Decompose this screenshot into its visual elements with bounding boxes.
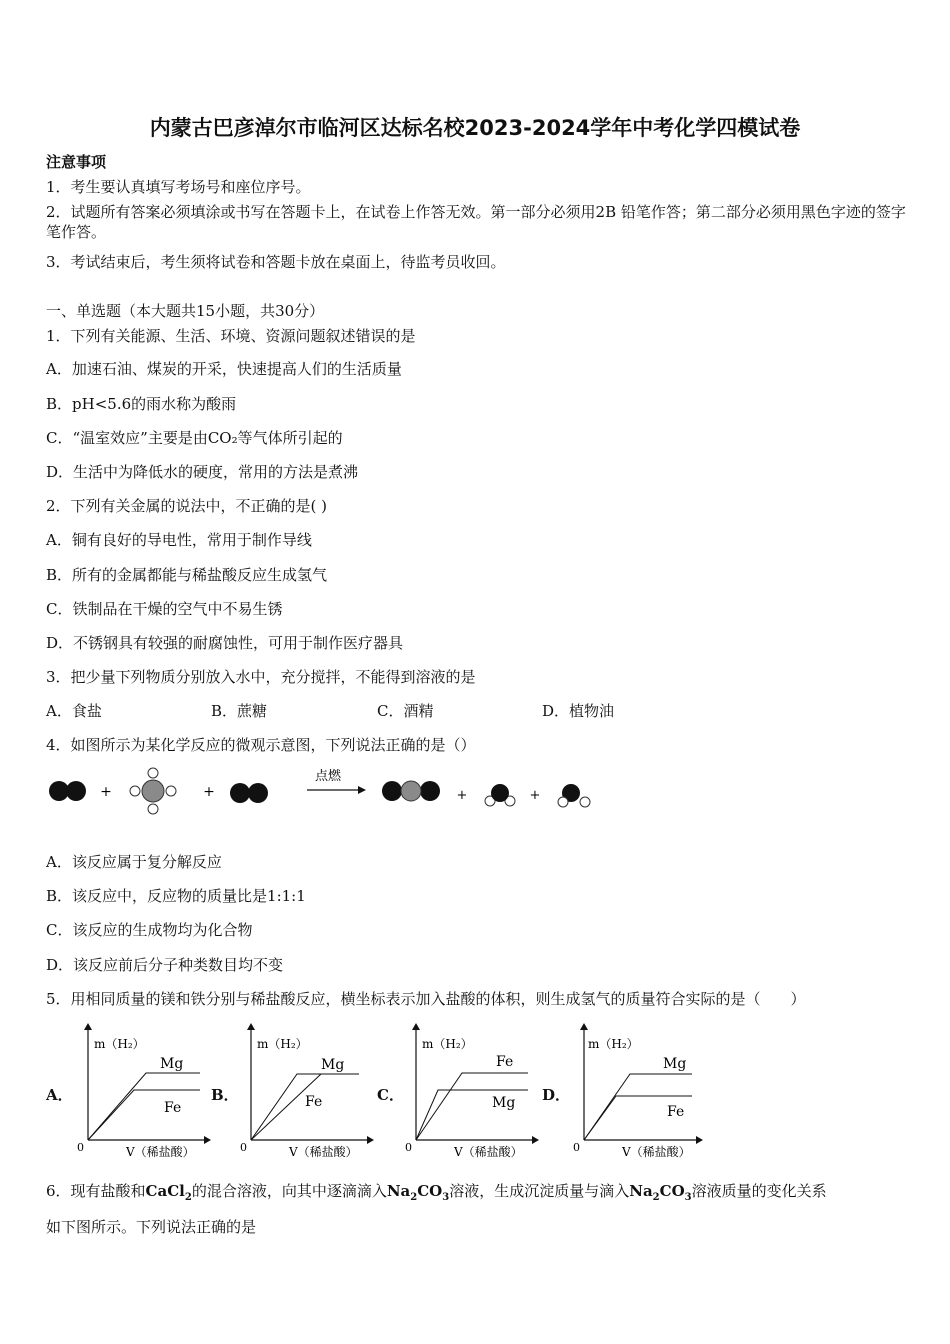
graph-b (237, 1020, 377, 1165)
reaction-diagram (40, 762, 620, 822)
q1-stem: 1．下列有关能源、生活、环境、资源问题叙述错误的是 (46, 327, 416, 345)
q2-option-c: C．铁制品在干燥的空气中不易生锈 (46, 600, 283, 618)
q1-option-b: B．pH<5.6的雨水称为酸雨 (46, 395, 237, 413)
section-heading: 一、单选题（本大题共15小题，共30分） (46, 302, 325, 320)
q1-option-c: C．“温室效应”主要是由CO₂等气体所引起的 (46, 429, 343, 447)
q1-option-a: A．加速石油、煤炭的开采，快速提高人们的生活质量 (46, 360, 402, 378)
reaction-condition: 点燃 (314, 769, 342, 784)
product-molecule-1 (382, 781, 440, 801)
q3-option-b: B．蔗糖 (211, 702, 268, 720)
reactant-molecule-2 (130, 768, 176, 814)
q3-stem: 3．把少量下列物质分别放入水中，充分搅拌，不能得到溶液的是 (46, 668, 476, 686)
y-axis-label: m（H₂） (588, 1037, 639, 1051)
q4-option-d: D．该反应前后分子种类数目均不变 (46, 956, 284, 974)
q4-option-b: B．该反应中，反应物的质量比是1:1:1 (46, 887, 306, 905)
q3-option-d: D．植物油 (542, 702, 615, 720)
curve-bottom-label: Fe (305, 1094, 323, 1110)
y-axis-label: m（H₂） (94, 1037, 145, 1051)
product-molecule-3 (558, 784, 590, 807)
curve-bottom-label: Fe (164, 1100, 182, 1116)
q3-option-a: A．食盐 (46, 702, 102, 720)
notice-item-3: 3．考试结束后，考生须将试卷和答题卡放在桌面上，待监考员收回。 (46, 253, 506, 271)
graph-c (402, 1020, 542, 1165)
q6-stem-line-1: 6．现有盐酸和CaCl$_2$的混合溶液，向其中逐滴滴入$Na_2CO_3$溶液，生成沉淀质量与滴入$Na_2CO_3$溶液质量的变化关系 (46, 1182, 827, 1203)
q4-option-a: A．该反应属于复分解反应 (46, 853, 222, 871)
curve-bottom-label: Fe (667, 1104, 685, 1120)
q2-option-b: B．所有的金属都能与稀盐酸反应生成氢气 (46, 566, 328, 584)
origin-label: 0 (573, 1141, 580, 1154)
curve-bottom (88, 1090, 200, 1140)
q5-stem: 5．用相同质量的镁和铁分别与稀盐酸反应，横坐标表示加入盐酸的体积，则生成氢气的质量符合实际的是（ ） (46, 990, 806, 1008)
y-axis-label: m（H₂） (257, 1037, 308, 1051)
curve-top-label: Fe (496, 1054, 514, 1070)
notice-item-1: 1．考生要认真填写考场号和座位序号。 (46, 178, 311, 196)
graph-d (570, 1020, 710, 1165)
graph-a (74, 1020, 214, 1165)
q5-option-d-label: D． (542, 1086, 571, 1104)
origin-label: 0 (240, 1141, 247, 1154)
reactant-molecule-1 (49, 781, 86, 801)
curve-top-label: Mg (321, 1057, 345, 1073)
x-axis-label: V（稀盐酸） (126, 1145, 195, 1159)
q6-stem-line-2: 如下图所示。下列说法正确的是 (46, 1218, 257, 1236)
curve-top (88, 1073, 200, 1140)
q3-option-c: C．酒精 (377, 702, 434, 720)
q1-option-d: D．生活中为降低水的硬度，常用的方法是煮沸 (46, 463, 359, 481)
curve-top-label: Mg (160, 1056, 184, 1072)
page-title: 内蒙古巴彦淖尔市临河区达标名校2023-2024学年中考化学四模试卷 (149, 116, 801, 140)
q4-stem: 4．如图所示为某化学反应的微观示意图，下列说法正确的是（） (46, 736, 476, 754)
q5-option-b-label: B． (211, 1086, 239, 1104)
origin-label: 0 (405, 1141, 412, 1154)
notice-heading: 注意事项 (46, 153, 107, 171)
notice-item-2: 2．试题所有答案必须填涂或书写在答题卡上，在试卷上作答无效。第一部分必须用2B 铅笔作答；第二部分必须用黑色字迹的签字笔作答。 (46, 203, 906, 241)
curve-bottom-label: Mg (492, 1095, 516, 1111)
q2-option-a: A．铜有良好的导电性，常用于制作导线 (46, 531, 312, 549)
x-axis-label: V（稀盐酸） (289, 1145, 358, 1159)
q2-stem: 2．下列有关金属的说法中，不正确的是( ) (46, 497, 328, 515)
q2-option-d: D．不锈钢具有较强的耐腐蚀性，可用于制作医疗器具 (46, 634, 404, 652)
origin-label: 0 (77, 1141, 84, 1154)
y-axis-label: m（H₂） (422, 1037, 473, 1051)
q5-option-c-label: C． (377, 1086, 404, 1104)
plus-sign: + (100, 784, 112, 800)
x-axis-label: V（稀盐酸） (454, 1145, 523, 1159)
curve-top-label: Mg (663, 1056, 687, 1072)
plus-sign: + (203, 784, 215, 800)
plus-sign: + (456, 788, 468, 803)
q5-option-a-label: A． (46, 1086, 73, 1104)
q4-option-c: C．该反应的生成物均为化合物 (46, 921, 253, 939)
x-axis-label: V（稀盐酸） (622, 1145, 691, 1159)
plus-sign: + (529, 788, 541, 803)
reactant-molecule-3 (230, 783, 268, 803)
arrow-head (358, 786, 366, 794)
product-molecule-2 (485, 784, 515, 806)
